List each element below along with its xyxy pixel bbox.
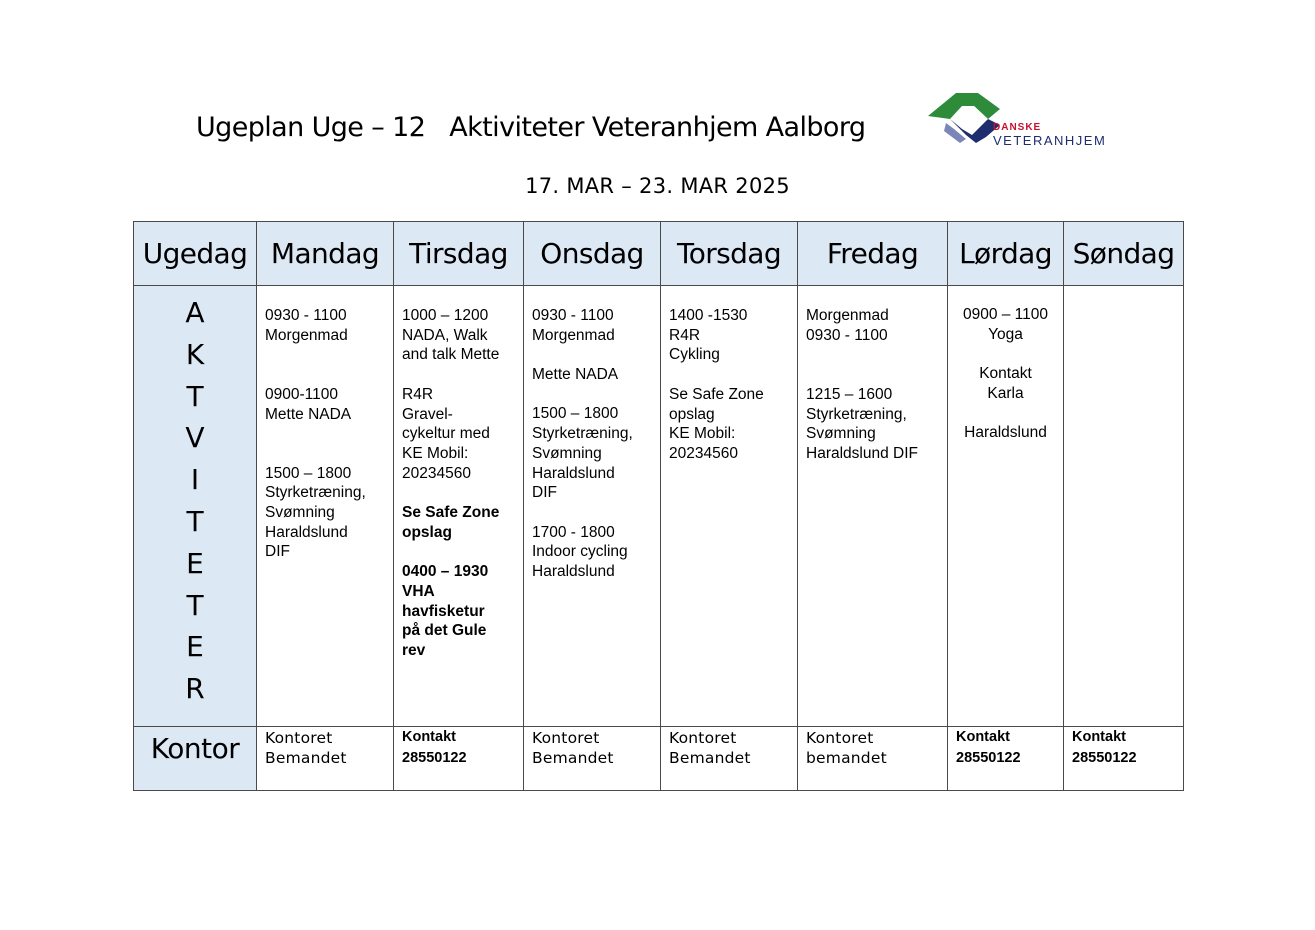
- activity-line: Styrketræning,: [806, 405, 907, 423]
- logo-top-text: DANSKE: [993, 122, 1042, 133]
- activities-letter: R: [185, 672, 205, 706]
- activity-line: Svømning: [532, 444, 602, 462]
- office-line: Kontoret: [532, 729, 600, 747]
- header-row: [134, 222, 1184, 286]
- office-row-label: [134, 727, 257, 791]
- office-torsdag: [661, 727, 798, 791]
- activity-line: Cykling: [669, 346, 720, 364]
- activity-line: Se Safe Zone: [669, 385, 764, 403]
- activity-line: 0930 - 1100: [532, 307, 614, 324]
- office-line: Bemandet: [669, 749, 751, 767]
- activity-line: havfisketur: [402, 602, 485, 620]
- activity-line: Haraldslund DIF: [806, 444, 918, 462]
- activity-line: Yoga: [988, 325, 1023, 343]
- activity-line: Se Safe Zone: [402, 504, 500, 521]
- office-line: 28550122: [1072, 750, 1137, 766]
- activity-line: 0930 - 1100: [806, 326, 888, 344]
- activity-line: Kontakt: [979, 365, 1032, 383]
- office-line: Kontakt: [956, 729, 1010, 745]
- activity-line: R4R: [402, 385, 434, 403]
- activity-line: Haraldslund: [964, 424, 1047, 442]
- office-line: Bemandet: [532, 749, 614, 767]
- activity-line: Morgenmad: [265, 326, 348, 344]
- activity-line: Svømning: [265, 504, 335, 521]
- activity-line: DIF: [532, 484, 557, 502]
- activities-mandag: [257, 286, 394, 727]
- activity-line: 1500 – 1800: [532, 405, 619, 423]
- activity-line: KE Mobil:: [669, 425, 736, 443]
- week-plan-table: [133, 221, 1184, 791]
- activity-line: Haraldslund: [532, 464, 615, 482]
- activity-line: Styrketræning,: [532, 425, 633, 443]
- activities-letter: V: [185, 421, 205, 455]
- activity-line: 1400 -1530: [669, 307, 748, 324]
- office-fredag: [798, 727, 948, 791]
- page-title: Ugeplan Uge – 12 Aktiviteter Veteranhjem Aalborg: [196, 112, 866, 143]
- activity-line: opslag: [669, 405, 715, 423]
- col-header-sondag: Søndag: [1064, 222, 1184, 286]
- activities-row-label: [134, 286, 257, 727]
- office-line: Kontoret: [669, 729, 737, 747]
- activity-line: 1700 - 1800: [532, 523, 615, 541]
- activity-line: Svømning: [806, 425, 876, 443]
- activity-line: Gravel-: [402, 405, 453, 423]
- col-header-torsdag: Torsdag: [661, 222, 798, 286]
- office-onsdag: [524, 727, 661, 791]
- activity-line: Haraldslund: [532, 563, 615, 581]
- activity-line: 0930 - 1100: [265, 307, 347, 324]
- col-header-onsdag: Onsdag: [524, 222, 661, 286]
- activity-line: opslag: [402, 523, 452, 541]
- office-line: Kontoret: [265, 729, 333, 747]
- office-line: 28550122: [402, 750, 467, 766]
- activity-line: Indoor cycling: [532, 543, 628, 561]
- activity-line: Morgenmad: [532, 326, 615, 344]
- activities-onsdag: [524, 286, 661, 727]
- activities-letter: K: [185, 337, 205, 371]
- activities-letter: T: [186, 379, 204, 413]
- activities-row: [134, 286, 1184, 727]
- date-range: 17. MAR – 23. MAR 2025: [525, 174, 790, 198]
- activity-line: Karla: [987, 384, 1024, 402]
- activities-letter: E: [186, 546, 204, 580]
- office-mandag: [257, 727, 394, 791]
- activity-line: Mette NADA: [265, 405, 352, 423]
- activities-letter: E: [186, 630, 204, 664]
- activities-tirsdag: [394, 286, 524, 727]
- col-header-fredag: Fredag: [798, 222, 948, 286]
- activity-line: 0900 – 1100: [962, 306, 1049, 323]
- activities-fredag: [798, 286, 948, 727]
- office-label: Kontor: [150, 732, 240, 765]
- activity-line: 1500 – 1800: [265, 464, 352, 482]
- col-header-mandag: Mandag: [257, 222, 394, 286]
- activities-letter: I: [190, 463, 200, 497]
- activity-line: 20234560: [669, 444, 738, 462]
- activity-line: 1215 – 1600: [806, 385, 893, 403]
- activity-line: VHA: [402, 582, 435, 600]
- activity-line: 20234560: [402, 464, 471, 482]
- office-row: [134, 727, 1184, 791]
- activity-line: 0400 – 1930: [402, 563, 489, 581]
- activity-line: 0900-1100: [265, 385, 338, 403]
- office-line: Kontakt: [1072, 729, 1126, 745]
- activities-letter: T: [186, 504, 204, 538]
- activity-line: Haraldslund: [265, 523, 348, 541]
- activity-line: Styrketræning,: [265, 484, 366, 502]
- activity-line: rev: [402, 641, 426, 659]
- office-line: Kontoret: [806, 729, 874, 747]
- activity-line: cykeltur med: [402, 425, 490, 443]
- activity-line: R4R: [669, 326, 701, 344]
- col-header-tirsdag: Tirsdag: [394, 222, 524, 286]
- office-line: Kontakt: [402, 729, 456, 745]
- office-line: bemandet: [806, 749, 887, 767]
- activity-line: Mette NADA: [532, 366, 619, 384]
- office-line: Bemandet: [265, 749, 347, 767]
- activities-letter: A: [185, 296, 205, 329]
- activity-line: Morgenmad: [806, 307, 889, 324]
- activity-line: and talk Mette: [402, 346, 500, 364]
- office-tirsdag: [394, 727, 524, 791]
- activity-line: på det Gule: [402, 622, 487, 640]
- activities-lordag: [948, 286, 1064, 727]
- col-header-lordag: Lørdag: [948, 222, 1064, 286]
- activities-sondag: [1064, 286, 1184, 727]
- activities-torsdag: [661, 286, 798, 727]
- activity-line: NADA, Walk: [402, 326, 488, 344]
- col-header-ugedag: Ugedag: [134, 222, 257, 286]
- activity-line: 1000 – 1200: [402, 307, 489, 324]
- activity-line: KE Mobil:: [402, 444, 469, 462]
- logo-bottom-text: VETERANHJEM: [993, 133, 1107, 148]
- activity-line: DIF: [265, 543, 290, 561]
- activities-letter: T: [186, 588, 204, 622]
- office-lordag: [948, 727, 1064, 791]
- office-line: 28550122: [956, 750, 1021, 766]
- office-sondag: [1064, 727, 1184, 791]
